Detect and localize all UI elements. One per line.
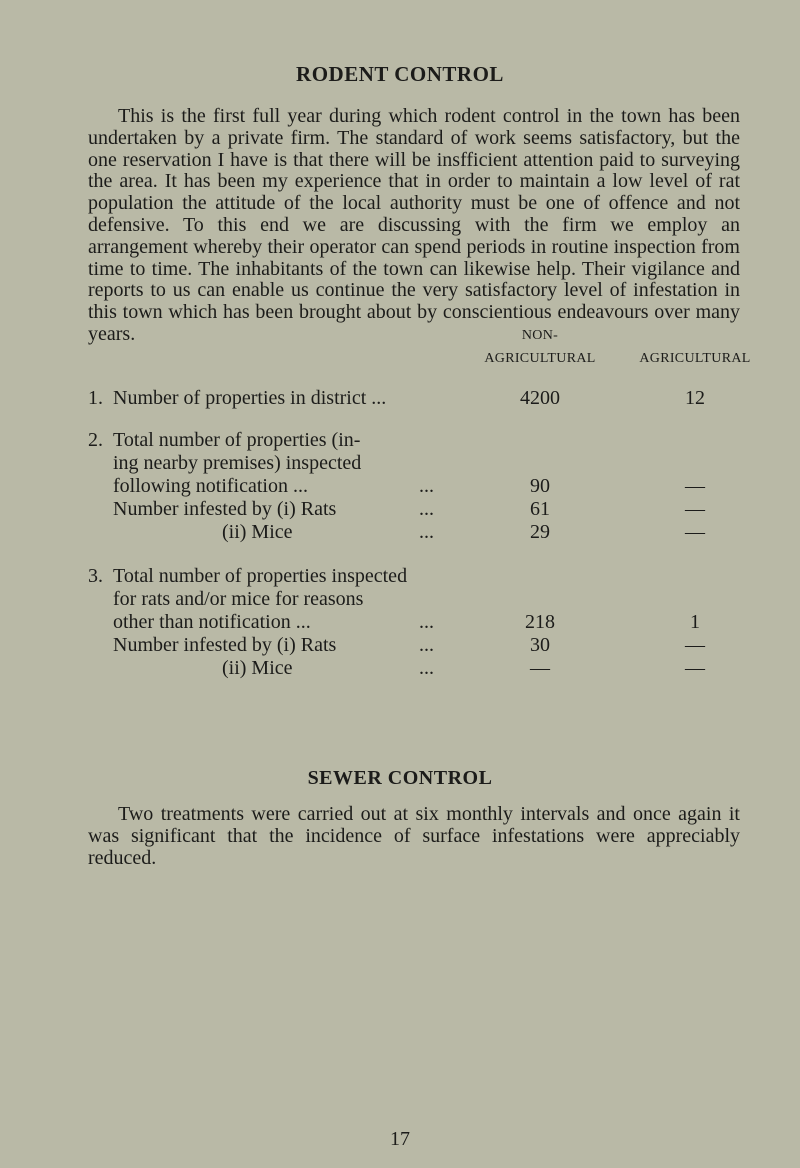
table-row	[0, 588, 800, 610]
table-row	[0, 387, 800, 409]
value-nonagricultural: 61	[530, 498, 550, 520]
row-label: Total number of properties inspected	[113, 565, 408, 587]
row-leader-dots: ...	[419, 521, 434, 543]
table-row	[0, 498, 800, 520]
value-agricultural: 12	[685, 387, 705, 409]
rodent-control-heading: RODENT CONTROL	[296, 62, 504, 86]
row-leader-dots: ...	[419, 611, 434, 633]
row-leader-dots: ...	[419, 657, 434, 679]
row-number: 3.	[88, 565, 103, 587]
table-row	[0, 452, 800, 474]
table-row	[0, 565, 800, 587]
row-label: Number of properties in district ...	[113, 387, 387, 409]
value-agricultural: —	[685, 498, 705, 520]
value-nonagricultural: 29	[530, 521, 550, 543]
value-agricultural: —	[685, 634, 705, 656]
value-agricultural: —	[685, 521, 705, 543]
sewer-control-paragraph: Two treatments were carried out at six monthly intervals and once again it was significant that the incidence of surface infestations were appreciably reduced.	[88, 803, 740, 869]
row-label: other than notification ...	[113, 611, 311, 633]
row-label: Number infested by (i) Rats	[113, 634, 337, 656]
row-leader-dots: ...	[419, 498, 434, 520]
value-nonagricultural: —	[530, 657, 550, 679]
table-row	[0, 475, 800, 497]
col-nonagricultural-line1: NON-	[521, 328, 559, 343]
row-label: for rats and/or mice for reasons	[113, 588, 364, 610]
value-agricultural: 1	[690, 611, 700, 633]
table-row	[0, 429, 800, 451]
row-label: ing nearby premises) inspected	[113, 452, 362, 474]
value-nonagricultural: 90	[530, 475, 550, 497]
col-agricultural: AGRICULTURAL	[639, 351, 751, 366]
table-row	[0, 611, 800, 633]
col-nonagricultural-line2: AGRICULTURAL	[484, 351, 596, 366]
table-row	[0, 634, 800, 656]
value-nonagricultural: 30	[530, 634, 550, 656]
row-leader-dots: ...	[419, 475, 434, 497]
sewer-control-heading: SEWER CONTROL	[307, 767, 493, 789]
row-label: (ii) Mice	[222, 657, 293, 679]
value-nonagricultural: 218	[525, 611, 555, 633]
row-number: 2.	[88, 429, 103, 451]
row-leader-dots: ...	[419, 634, 434, 656]
value-agricultural: —	[685, 657, 705, 679]
value-agricultural: —	[685, 475, 705, 497]
rodent-control-paragraph: This is the first full year during which rodent control in the town has been undertaken by a private firm. The standard of work seems satisfactory, but the one reservation I have is that there will be insfficient attention paid to surveying the area. It has been my experience that in order to maintain a low level of rat population the attitude of the local authority must be one of offence and not defensive. To this end we are discussing with the firm we employ an arrangement whereby their operator can spend periods in routine inspection from time to time. The inhabitants of the town can likewise help. Their vigilance and reports to us can enable us continue the very satisfactory level of infestation in this town which has been brought about by conscientious endeavours over many years.	[88, 105, 740, 345]
row-label: (ii) Mice	[222, 521, 293, 543]
table-row	[0, 521, 800, 543]
row-label: following notification ...	[113, 475, 308, 497]
row-label: Total number of properties (in-	[113, 429, 361, 451]
table-row	[0, 657, 800, 679]
value-nonagricultural: 4200	[520, 387, 560, 409]
page-number: 17	[390, 1128, 410, 1150]
row-number: 1.	[88, 387, 103, 409]
row-label: Number infested by (i) Rats	[113, 498, 337, 520]
